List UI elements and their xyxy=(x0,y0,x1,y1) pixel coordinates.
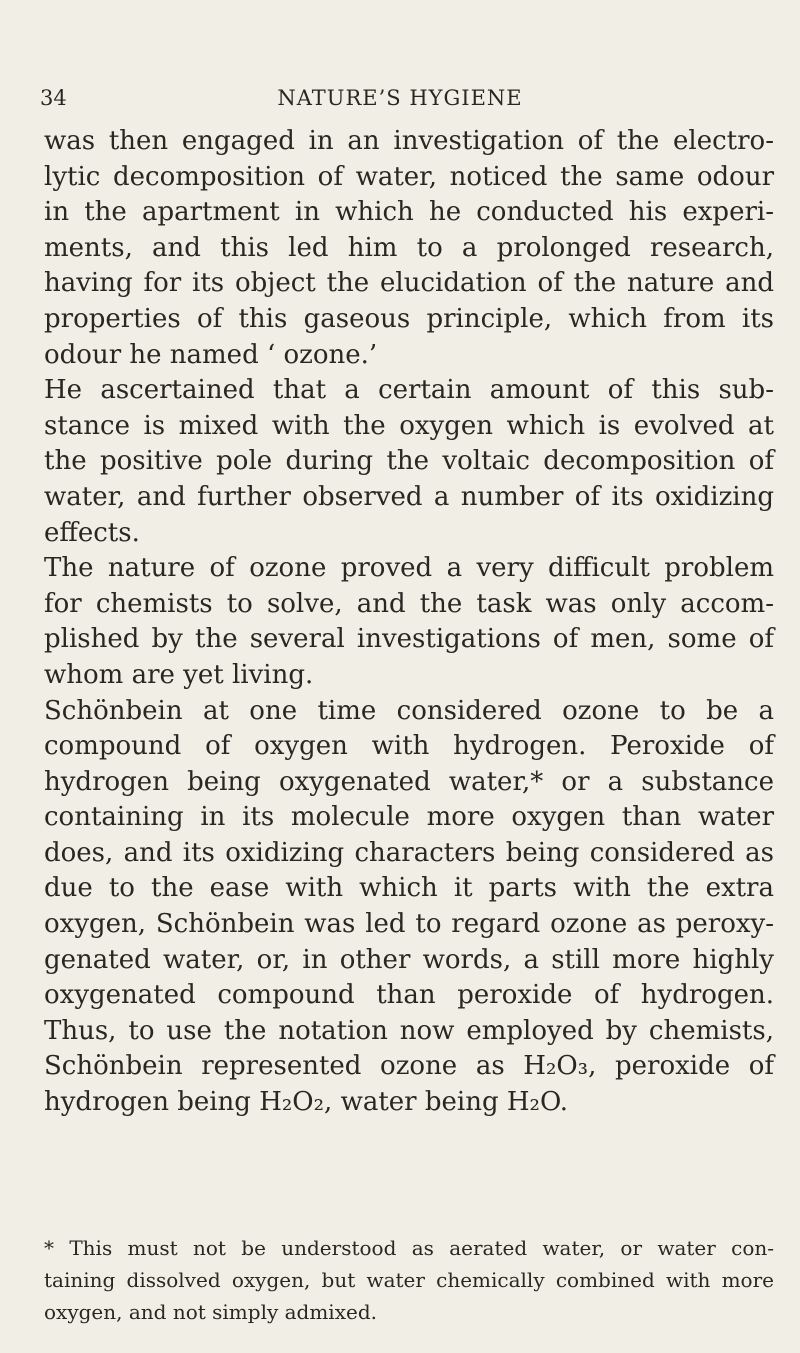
text-line: due to the ease with which it parts with the extra xyxy=(44,873,774,904)
text-line: lytic decomposition of water, noticed the same odour xyxy=(44,161,774,192)
text-line: ments, and this led him to a prolonged research, xyxy=(44,232,774,263)
text-line: The nature of ozone proved a very difficult problem xyxy=(44,553,774,584)
page-number: 34 xyxy=(40,86,67,110)
footnote-line: taining dissolved oxygen, but water chemically combined with more xyxy=(44,1268,774,1292)
text-line: plished by the several investigations of men, some of xyxy=(44,624,774,655)
text-line: Schönbein represented ozone as H₂O₃, peroxide of xyxy=(44,1051,774,1082)
text-line: oxygen, Schönbein was led to regard ozone as peroxy- xyxy=(44,909,774,940)
text-line: Thus, to use the notation now employed by chemists, xyxy=(44,1015,774,1046)
text-line: hydrogen being oxygenated water,* or a substance xyxy=(44,766,774,797)
text-line: whom are yet living. xyxy=(44,659,314,690)
text-line: does, and its oxidizing characters being considered as xyxy=(44,837,774,868)
text-line: water, and further observed a number of its oxidizing xyxy=(44,481,774,512)
text-line: hydrogen being H₂O₂, water being H₂O. xyxy=(44,1087,568,1118)
text-line: the positive pole during the voltaic decomposition of xyxy=(44,446,774,477)
footnote-line: oxygen, and not simply admixed. xyxy=(44,1300,377,1324)
text-line: properties of this gaseous principle, which from its xyxy=(44,303,774,334)
text-line: effects. xyxy=(44,517,140,548)
text-line: was then engaged in an investigation of the electro- xyxy=(44,126,774,156)
text-line: in the apartment in which he conducted his experi- xyxy=(44,197,774,228)
text-line: for chemists to solve, and the task was only accom- xyxy=(44,588,774,619)
text-line: containing in its molecule more oxygen than water xyxy=(44,802,774,833)
running-head: NATURE’S HYGIENE xyxy=(277,86,523,110)
footnote xyxy=(44,1232,774,1328)
body-text xyxy=(44,124,774,1121)
text-line: having for its object the elucidation of the nature and xyxy=(44,268,774,299)
footnote-line: * This must not be understood as aerated water, or water con- xyxy=(44,1236,774,1260)
text-line: genated water, or, in other words, a still more highly xyxy=(44,944,774,975)
text-line: oxygenated compound than peroxide of hydrogen. xyxy=(44,980,774,1011)
text-line: odour he named ‘ ozone.’ xyxy=(44,339,378,370)
text-line: stance is mixed with the oxygen which is evolved at xyxy=(44,410,774,441)
text-line: Schönbein at one time considered ozone to be a xyxy=(44,695,774,726)
text-line: compound of oxygen with hydrogen. Peroxide of xyxy=(44,731,774,762)
text-line: He ascertained that a certain amount of this sub- xyxy=(44,375,774,406)
